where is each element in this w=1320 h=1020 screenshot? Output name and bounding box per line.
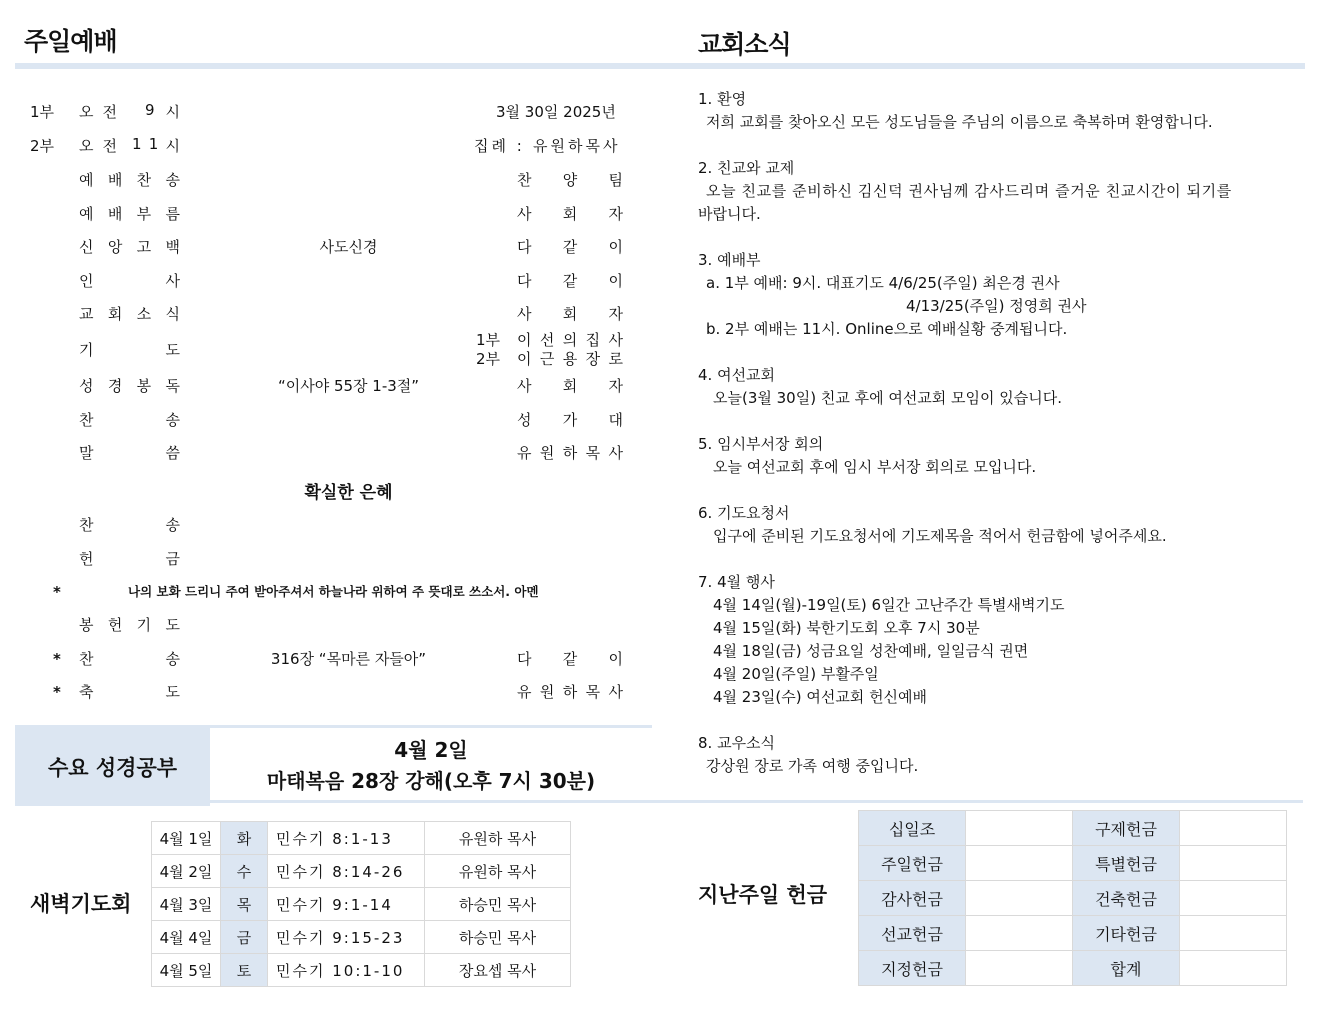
table-row	[859, 881, 1287, 916]
offering-right-value	[1180, 951, 1287, 986]
offering-right-label: 기타헌금	[1073, 916, 1180, 951]
wednesday-label: 수요 성경공부	[15, 728, 210, 806]
order-item-0: 예 배 찬 송	[79, 171, 180, 189]
table-row	[859, 951, 1287, 986]
order2-detail-0: “이사야 55장 1-3절”	[277, 377, 420, 395]
dawn-verse: 민수기 9:1-14	[268, 888, 425, 921]
order-item-4: 교 회 소 식	[79, 305, 180, 324]
church-news	[698, 88, 1283, 801]
news-item-title: 1. 환영	[698, 90, 747, 108]
dawn-weekday: 목	[221, 888, 268, 921]
order-item-1: 예 배 부 름	[79, 204, 180, 223]
prayer-name-0: 이 선 의 집 사	[517, 331, 623, 349]
order-prayer-item: 기 도	[79, 341, 180, 359]
news-line: 바랍니다.	[698, 205, 761, 223]
table-row	[152, 855, 571, 888]
dawn-weekday: 토	[221, 954, 268, 987]
dawn-preacher: 유원하 목사	[425, 855, 571, 888]
table-row	[152, 888, 571, 921]
news-line: 입구에 준비된 기도요청서에 기도제목을 적어서 헌금함에 넣어주세요.	[713, 527, 1167, 545]
news-line: 강상원 장로 가족 여행 중입니다.	[706, 757, 919, 775]
order3-item-0: 찬 송	[79, 516, 180, 534]
order-detail-2: 사도신경	[319, 238, 378, 257]
leader-name: 유원하목사	[533, 137, 621, 155]
order2-who-0: 사 회 자	[517, 377, 623, 395]
news-item-3	[698, 249, 1283, 341]
offering-left-label: 십일조	[859, 811, 966, 846]
news-line: 4월 14일(월)-19일(토) 6일간 고난주간 특별새벽기도	[713, 596, 1065, 614]
news-line: 4월 23일(수) 여선교회 헌신예배	[713, 688, 928, 706]
dawn-verse: 민수기 8:1-13	[268, 822, 425, 855]
offering-right-value	[1180, 846, 1287, 881]
order-item-2: 신 앙 고 백	[79, 238, 180, 257]
offering-right-label: 건축헌금	[1073, 881, 1180, 916]
offering-right-value	[1180, 811, 1287, 846]
dawn-prayer-label: 새벽기도회	[30, 892, 132, 916]
order-who-1: 사 회 자	[517, 204, 623, 223]
news-item-title: 7. 4월 행사	[698, 573, 775, 591]
offering-right-value	[1180, 881, 1287, 916]
news-item-title: 6. 기도요청서	[698, 504, 790, 522]
service-date: 3월 30일 2025년	[496, 103, 616, 121]
offering-prayer-line: 나의 보화 드리니 주여 받아주셔서 하늘나라 위하여 주 뜻대로 쓰소서. 아멘	[128, 584, 539, 599]
order2-who-1: 성 가 대	[517, 410, 623, 429]
order-who-3: 다 같 이	[517, 271, 623, 290]
dawn-date: 4월 5일	[152, 954, 221, 987]
news-item-title: 8. 교우소식	[698, 734, 776, 752]
leader-label: 집례 :	[474, 137, 525, 155]
wednesday-content	[210, 728, 652, 806]
order2-item-0: 성 경 봉 독	[79, 377, 180, 395]
news-item-title: 5. 임시부서장 회의	[698, 435, 824, 453]
news-title: 교회소식	[698, 30, 791, 59]
offering-table	[858, 810, 1287, 986]
offering-right-label: 합계	[1073, 951, 1180, 986]
header-divider	[15, 63, 1305, 69]
news-line: 4월 15일(화) 북한기도회 오후 7시 30분	[713, 619, 980, 637]
service-1-time: 9 시	[145, 101, 180, 121]
dawn-preacher: 유원하 목사	[425, 822, 571, 855]
order4-mark-2: *	[53, 683, 61, 702]
table-row	[859, 916, 1287, 951]
offering-left-label: 감사헌금	[859, 881, 966, 916]
offering-left-value	[966, 811, 1073, 846]
table-row	[152, 822, 571, 855]
news-line: 4월 18일(금) 성금요일 성찬예배, 일일금식 권면	[713, 642, 1029, 660]
service-2-time: 1 1 시	[132, 135, 180, 155]
order2-item-1: 찬 송	[79, 410, 180, 429]
dawn-date: 4월 1일	[152, 822, 221, 855]
offering-left-value	[966, 846, 1073, 881]
service-2-label: 2부	[30, 137, 55, 155]
news-line: 오늘 여선교회 후에 임시 부서장 회의로 모입니다.	[713, 458, 1037, 476]
dawn-preacher: 하승민 목사	[425, 921, 571, 954]
offering-left-label: 지정헌금	[859, 951, 966, 986]
news-item-1	[698, 88, 1283, 134]
offering-left-value	[966, 881, 1073, 916]
news-line: a. 1부 예배: 9시. 대표기도 4/6/25(주일) 최은경 권사	[706, 274, 1060, 292]
table-row	[152, 954, 571, 987]
order3-item-1: 헌 금	[79, 549, 180, 568]
service-1-label: 1부	[30, 103, 55, 121]
order4-detail-1: 316장 “목마른 자들아”	[270, 649, 427, 668]
wednesday-study	[15, 725, 652, 806]
news-item-6	[698, 502, 1283, 548]
order4-item-0: 봉 헌 기 도	[79, 616, 180, 634]
order-who-0: 찬 양 팀	[517, 171, 623, 189]
offering-left-value	[966, 916, 1073, 951]
dawn-prayer-table	[151, 821, 571, 987]
order4-mark-1: *	[53, 649, 61, 668]
dawn-weekday: 금	[221, 921, 268, 954]
offering-left-label: 선교헌금	[859, 916, 966, 951]
order4-who-2: 유 원 하 목 사	[517, 683, 623, 702]
news-item-8	[698, 732, 1283, 778]
dawn-verse: 민수기 9:15-23	[268, 921, 425, 954]
dawn-date: 4월 4일	[152, 921, 221, 954]
table-row	[859, 846, 1287, 881]
news-item-2	[698, 157, 1283, 226]
sermon-title: 확실한 은혜	[304, 483, 393, 503]
dawn-verse: 민수기 10:1-10	[268, 954, 425, 987]
prayer-part-1: 2부	[476, 350, 501, 368]
prayer-part-0: 1부	[476, 331, 501, 349]
dawn-date: 4월 3일	[152, 888, 221, 921]
news-line: b. 2부 예배는 11시. Online으로 예배실황 중계됩니다.	[706, 320, 1068, 338]
offering-right-label: 특별헌금	[1073, 846, 1180, 881]
wednesday-date: 4월 2일	[394, 738, 468, 762]
offering-left-value	[966, 951, 1073, 986]
news-line: 4월 20일(주일) 부활주일	[713, 665, 879, 683]
news-item-7	[698, 571, 1283, 709]
news-item-title: 3. 예배부	[698, 251, 761, 269]
offering-label: 지난주일 헌금	[698, 883, 828, 907]
order-item-3: 인 사	[79, 271, 180, 290]
offering-mark: *	[53, 583, 61, 601]
offering-right-value	[1180, 916, 1287, 951]
order-who-4: 사 회 자	[517, 305, 623, 324]
order2-who-2: 유 원 하 목 사	[517, 444, 623, 463]
service-2-time-label: 오 전	[79, 137, 117, 155]
dawn-verse: 민수기 8:14-26	[268, 855, 425, 888]
prayer-name-1: 이 근 용 장 로	[517, 350, 623, 368]
order4-item-2: 축 도	[79, 683, 180, 702]
dawn-weekday: 화	[221, 822, 268, 855]
dawn-preacher: 장요셉 목사	[425, 954, 571, 987]
section-divider	[15, 800, 1303, 803]
news-item-5	[698, 433, 1283, 479]
order-who-2: 다 같 이	[517, 238, 623, 257]
dawn-date: 4월 2일	[152, 855, 221, 888]
news-item-4	[698, 364, 1283, 410]
news-item-title: 2. 친교와 교제	[698, 159, 795, 177]
worship-title: 주일예배	[24, 27, 117, 56]
dawn-weekday: 수	[221, 855, 268, 888]
offering-right-label: 구제헌금	[1073, 811, 1180, 846]
news-line: 4/13/25(주일) 정영희 권사	[906, 297, 1087, 315]
wednesday-text: 마태복음 28장 강해(오후 7시 30분)	[266, 769, 596, 793]
order4-who-1: 다 같 이	[517, 649, 623, 668]
news-item-title: 4. 여선교회	[698, 366, 776, 384]
order2-item-2: 말 씀	[79, 444, 180, 463]
service-1-time-label: 오 전	[79, 103, 117, 121]
news-line: 오늘 친교를 준비하신 김신덕 권사님께 감사드리며 즐거운 친교시간이 되기를	[706, 182, 1232, 200]
offering-left-label: 주일헌금	[859, 846, 966, 881]
table-row	[859, 811, 1287, 846]
news-line: 저희 교회를 찾아오신 모든 성도님들을 주님의 이름으로 축복하며 환영합니다.	[706, 113, 1213, 131]
order4-item-1: 찬 송	[79, 649, 180, 668]
dawn-preacher: 하승민 목사	[425, 888, 571, 921]
news-line: 오늘(3월 30일) 친교 후에 여선교회 모임이 있습니다.	[713, 389, 1063, 407]
table-row	[152, 921, 571, 954]
